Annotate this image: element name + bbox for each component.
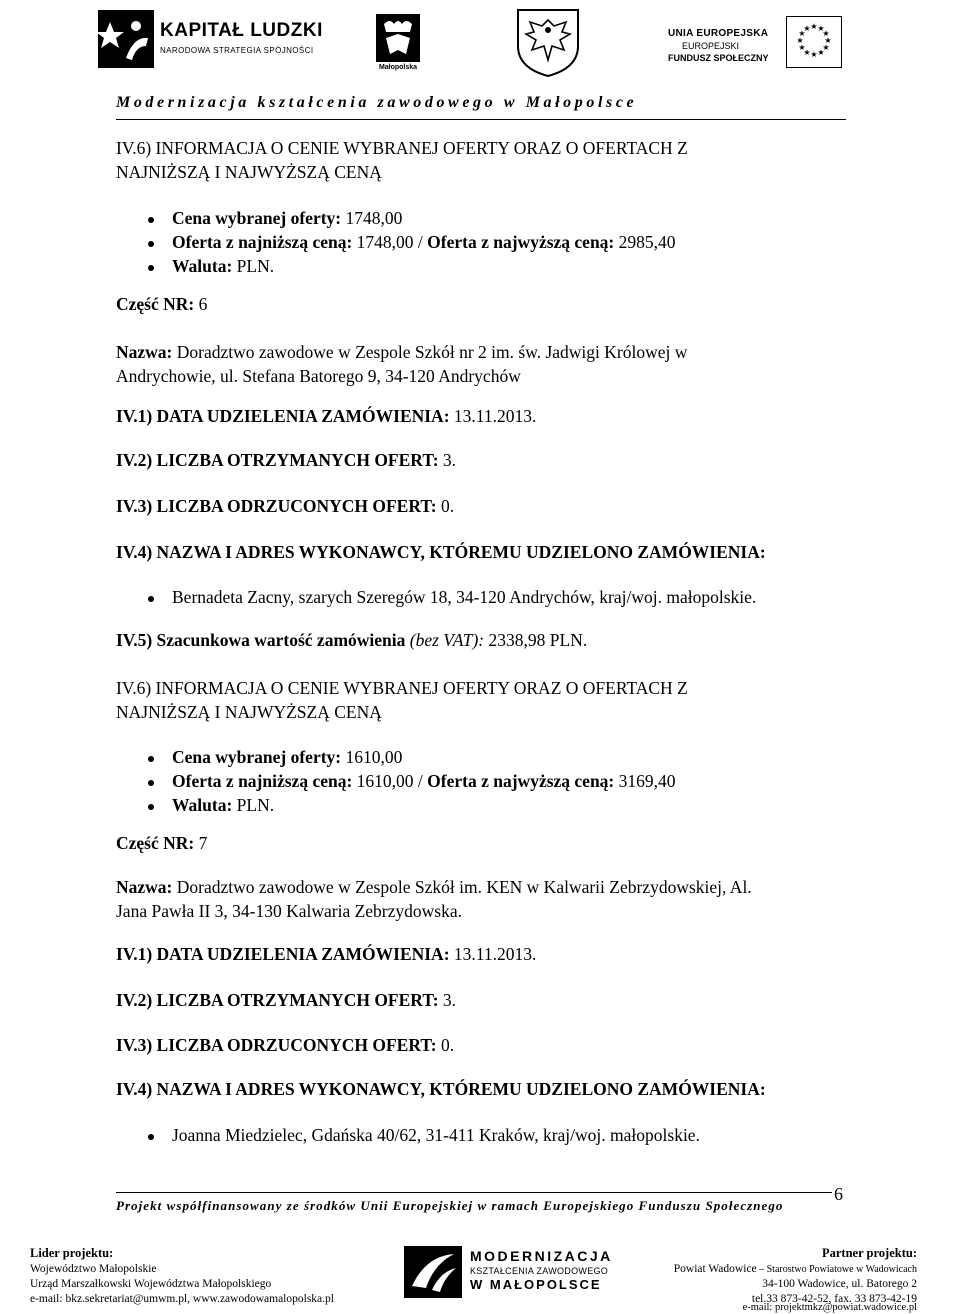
part7-number-value: 7	[194, 833, 208, 853]
partner-email: e-mail: projektmkz@powiat.wadowice.pl	[742, 1302, 917, 1313]
svg-text:★: ★	[798, 29, 806, 38]
part7-iv4-label: IV.4) NAZWA I ADRES WYKONAWCY, KTÓREMU UDZIELONO ZAMÓWIENIA:	[116, 1079, 766, 1099]
partner-line1	[674, 1262, 917, 1277]
logo-line2: KSZTAŁCENIA ZAWODOWEGO	[470, 1266, 609, 1276]
logo-line3: W MAŁOPOLSCE	[470, 1277, 602, 1292]
part6-iv5-vat-note: (bez VAT):	[405, 630, 485, 650]
part7-iv2-label: IV.2) LICZBA OTRZYMANYCH OFERT:	[116, 990, 439, 1010]
part6-price-range	[172, 769, 676, 793]
svg-text:★: ★	[803, 24, 811, 33]
project-header-title: Modernizacja kształcenia zawodowego w Małopolsce	[116, 94, 638, 111]
part7-iv4-heading	[116, 1077, 766, 1101]
ue-line2: EUROPEJSKI	[682, 41, 740, 51]
malopolska-caption: Małopolska	[378, 64, 418, 71]
footer-divider	[116, 1192, 832, 1193]
part6-price-selected-label: Cena wybranej oferty:	[172, 747, 342, 767]
svg-text:★: ★	[817, 24, 825, 33]
part7-iv1	[116, 942, 536, 966]
part7-contractor: Joanna Miedzielec, Gdańska 40/62, 31-411 Kraków, kraj/woj. małopolskie.	[172, 1125, 700, 1145]
part7-name-line2: Jana Pawła II 3, 34-130 Kalwaria Zebrzydowska.	[116, 901, 462, 921]
kapital-ludzki-logo	[96, 8, 326, 72]
s1-price-selected-label: Cena wybranej oferty:	[172, 208, 342, 228]
leader-line1: Województwo Małopolskie	[30, 1263, 157, 1275]
logo-line1: MODERNIZACJA	[470, 1248, 613, 1264]
svg-text:★: ★	[822, 29, 830, 38]
partner-name: Powiat Wadowice	[673, 1263, 757, 1275]
ue-line1: UNIA EUROPEJSKA	[668, 28, 769, 39]
eagle-crest-icon	[512, 6, 584, 78]
part6-iv4-label: IV.4) NAZWA I ADRES WYKONAWCY, KTÓREMU UDZIELONO ZAMÓWIENIA:	[116, 542, 766, 562]
part6-number-label: Część NR:	[116, 294, 195, 314]
part7-iv3-value: 0.	[436, 1035, 455, 1055]
bullet-icon	[148, 1134, 154, 1140]
s1-lowest-label: Oferta z najniższą ceną:	[172, 232, 353, 252]
part6-currency	[172, 793, 274, 817]
eu-stars-icon	[787, 17, 841, 67]
svg-text:★: ★	[817, 48, 825, 57]
part7-name-value: Doradztwo zawodowe w Zespole Szkół im. KEN w Kalwarii Zebrzydowskiej, Al.	[172, 877, 752, 897]
part7-name-line1	[116, 875, 752, 899]
s1-currency-label: Waluta:	[172, 256, 233, 276]
s1-currency-value: PLN.	[232, 256, 275, 276]
s1-price-selected	[172, 206, 402, 230]
modernizacja-logo	[404, 1246, 613, 1300]
part6-number	[116, 292, 207, 316]
part6-iv6-line1: IV.6) INFORMACJA O CENIE WYBRANEJ OFERTY ORAZ O OFERTACH Z	[116, 678, 688, 698]
part6-currency-label: Waluta:	[172, 795, 233, 815]
bullet-icon	[148, 596, 154, 602]
part7-number-label: Część NR:	[116, 833, 195, 853]
bullet-icon	[148, 217, 154, 223]
bullet-icon	[148, 780, 154, 786]
svg-text:★: ★	[798, 43, 806, 52]
powiat-crest	[512, 6, 584, 78]
bullet-icon	[148, 756, 154, 762]
eu-flag	[786, 16, 842, 68]
part6-iv2-label: IV.2) LICZBA OTRZYMANYCH OFERT:	[116, 450, 439, 470]
kapital-ludzki-subtitle: NARODOWA STRATEGIA SPÓJNOŚCI	[160, 46, 314, 55]
part6-iv2	[116, 448, 456, 472]
part6-iv4-heading	[116, 540, 766, 564]
svg-text:★: ★	[810, 50, 818, 59]
cofinancing-note: Projekt współfinansowany ze środków Unii Europejskiej w ramach Europejskiego Funduszu Społecznego	[116, 1198, 784, 1213]
s1-lowest-value: 1748,00 /	[352, 232, 428, 252]
s1-currency	[172, 254, 274, 278]
malopolska-emblem-icon	[376, 14, 420, 62]
part6-iv2-value: 3.	[438, 450, 457, 470]
part6-iv3-value: 0.	[436, 496, 455, 516]
part6-iv3	[116, 494, 454, 518]
part6-iv3-label: IV.3) LICZBA ODRZUCONYCH OFERT:	[116, 496, 437, 516]
leader-contact: e-mail: bkz.sekretariat@umwm.pl, www.zawodowamalopolska.pl	[30, 1293, 334, 1305]
svg-text:★: ★	[803, 48, 811, 57]
part7-iv1-value: 13.11.2013.	[449, 944, 537, 964]
ue-efs-logo	[668, 8, 844, 72]
ue-line3: FUNDUSZ SPOŁECZNY	[668, 53, 769, 63]
s1-price-selected-value: 1748,00	[341, 208, 403, 228]
part7-iv2-value: 3.	[438, 990, 457, 1010]
s1-price-range	[172, 230, 676, 254]
part6-highest-value: 3169,40	[614, 771, 676, 791]
part6-name-line1	[116, 340, 687, 364]
part6-name-value: Doradztwo zawodowe w Zespole Szkół nr 2 im. św. Jadwigi Królowej w	[172, 342, 688, 362]
s1-highest-label: Oferta z najwyższą ceną:	[427, 232, 615, 252]
part6-highest-label: Oferta z najwyższą ceną:	[427, 771, 615, 791]
part6-iv1-value: 13.11.2013.	[449, 406, 537, 426]
part6-iv5	[116, 628, 587, 652]
s1-heading-line2: NAJNIŻSZĄ I NAJWYŻSZĄ CENĄ	[116, 162, 382, 182]
part6-lowest-value: 1610,00 /	[352, 771, 428, 791]
bullet-icon	[148, 265, 154, 271]
part6-price-selected	[172, 745, 402, 769]
bullet-icon	[148, 804, 154, 810]
part6-number-value: 6	[194, 294, 208, 314]
part7-number	[116, 831, 207, 855]
kapital-ludzki-title: KAPITAŁ LUDZKI	[160, 20, 323, 41]
svg-text:★: ★	[810, 22, 818, 31]
part6-name-label: Nazwa:	[116, 342, 173, 362]
part6-iv6-line2: NAJNIŻSZĄ I NAJWYŻSZĄ CENĄ	[116, 702, 382, 722]
partner-label: Partner projektu:	[821, 1246, 917, 1260]
part6-currency-value: PLN.	[232, 795, 275, 815]
svg-text:★: ★	[822, 43, 830, 52]
malopolska-logo	[368, 14, 428, 76]
page-number: 6	[834, 1184, 843, 1204]
partner-phone: tel.33 873-42-52, fax. 33 873-42-19	[751, 1293, 917, 1305]
part6-name-line2: Andrychowie, ul. Stefana Batorego 9, 34-120 Andrychów	[116, 366, 521, 386]
part7-iv3-label: IV.3) LICZBA ODRZUCONYCH OFERT:	[116, 1035, 437, 1055]
s1-highest-value: 2985,40	[614, 232, 676, 252]
part7-iv2	[116, 988, 456, 1012]
part6-price-selected-value: 1610,00	[341, 747, 403, 767]
part6-iv1-label: IV.1) DATA UDZIELENIA ZAMÓWIENIA:	[116, 406, 450, 426]
part7-iv1-label: IV.1) DATA UDZIELENIA ZAMÓWIENIA:	[116, 944, 450, 964]
svg-text:★: ★	[824, 36, 832, 45]
part6-iv5-value: 2338,98 PLN.	[484, 630, 588, 650]
part6-lowest-label: Oferta z najniższą ceną:	[172, 771, 353, 791]
leader-line2: Urząd Marszałkowski Województwa Małopolskiego	[30, 1278, 272, 1290]
partner-office: – Starostwo Powiatowe w Wadowicach	[756, 1264, 917, 1275]
part6-contractor: Bernadeta Zacny, szarych Szeregów 18, 34-120 Andrychów, kraj/woj. małopolskie.	[172, 587, 757, 607]
part7-iv3	[116, 1033, 454, 1057]
part7-name-label: Nazwa:	[116, 877, 173, 897]
svg-text:★: ★	[796, 36, 804, 45]
kapital-ludzki-emblem-icon	[96, 8, 156, 70]
leader-label: Lider projektu:	[30, 1246, 114, 1260]
part6-iv1	[116, 404, 536, 428]
partner-address: 34-100 Wadowice, ul. Batorego 2	[762, 1278, 917, 1290]
bullet-icon	[148, 241, 154, 247]
s1-heading-line1: IV.6) INFORMACJA O CENIE WYBRANEJ OFERTY ORAZ O OFERTACH Z	[116, 138, 688, 158]
modernizacja-emblem-icon	[404, 1246, 462, 1298]
part6-iv5-label: IV.5) Szacunkowa wartość zamówienia	[116, 630, 406, 650]
header-divider	[116, 119, 846, 120]
